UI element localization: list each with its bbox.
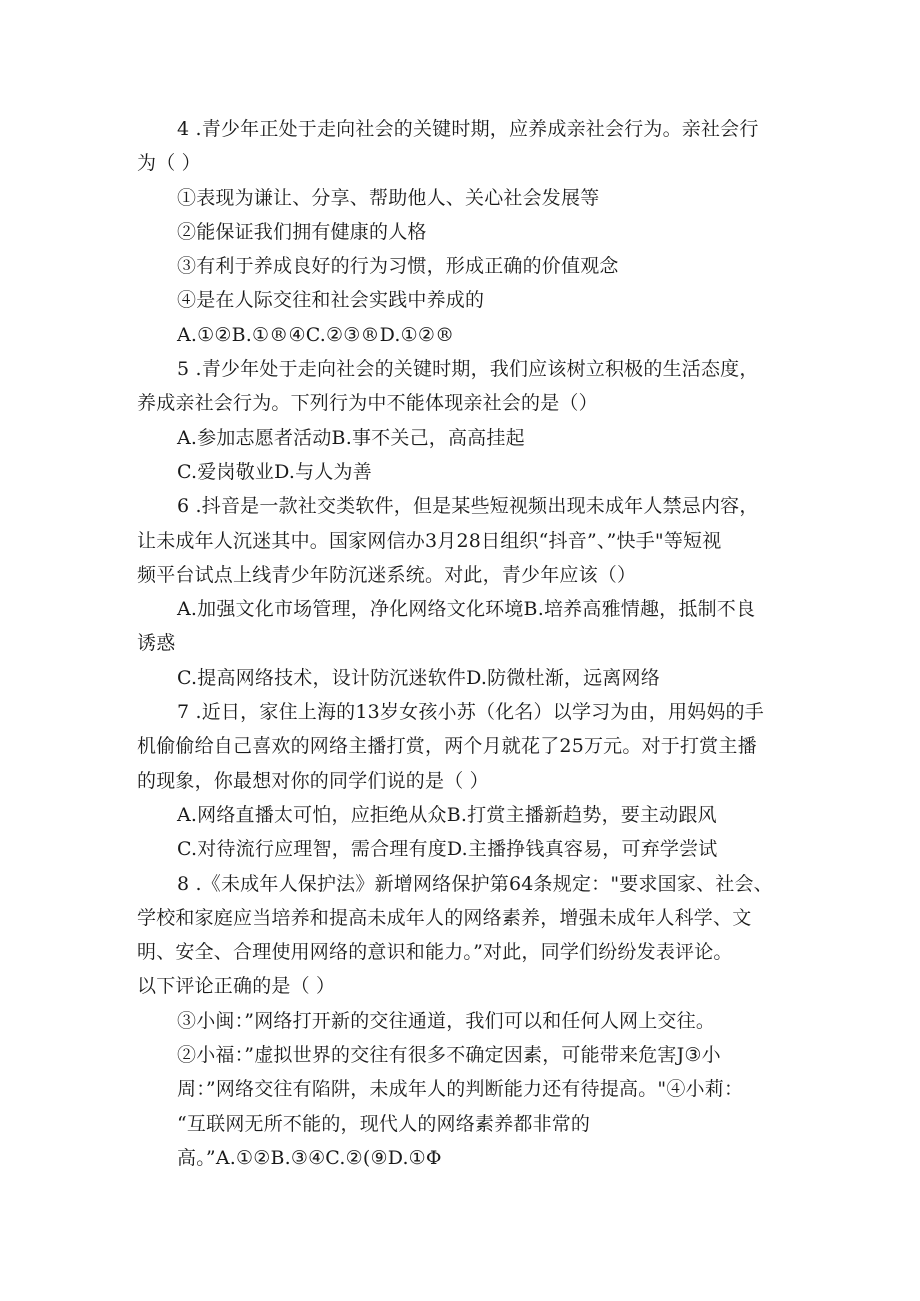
text-line: ④是在人际交往和社会实践中养成的 (177, 289, 485, 312)
text-line: ②能保证我们拥有健康的人格 (177, 220, 427, 243)
text-line: 为（ ） (137, 152, 201, 175)
text-line: 高。”A.①②B.③④C.②(⑨D.①Φ (177, 1146, 442, 1169)
text-line: 诱惑 (137, 632, 176, 655)
text-line: 8 .《未成年人保护法》新增网络保护第64条规定："要求国家、社会、 (177, 872, 773, 895)
text-line: C.提高网络技术，设计防沉迷软件D.防微杜渐，远离网络 (177, 666, 660, 689)
text-line: 6 .抖音是一款社交类软件，但是某些短视频出现未成年人禁忌内容， (177, 495, 759, 518)
text-line: ①表现为谦让、分享、帮助他人、关心社会发展等 (177, 186, 600, 209)
text-line: “互联网无所不能的，现代人的网络素养都非常的 (177, 1112, 591, 1135)
text-line: 学校和家庭应当培养和提高未成年人的网络素养，增强未成年人科学、文 (137, 906, 752, 929)
text-line: 让未成年人沉迷其中。国家网信办3月28日组织“抖音”、”快手"等短视 (137, 529, 722, 552)
text-line: 明、安全、合理使用网络的意识和能力。”对此，同学们纷纷发表评论。 (137, 941, 733, 964)
text-line: ③小闽：”网络打开新的交往通道，我们可以和任何人网上交往。 (177, 1009, 716, 1032)
text-line: A.参加志愿者活动B.事不关己，高高挂起 (177, 426, 525, 449)
text-line: 养成亲社会行为。下列行为中不能体现亲社会的是（） (137, 392, 598, 415)
text-line: 7 .近日，家住上海的13岁女孩小苏（化名）以学习为由，用妈妈的手 (177, 701, 764, 724)
text-line: 以下评论正确的是（ ） (137, 975, 336, 998)
text-line: 的现象，你最想对你的同学们说的是（ ） (137, 769, 489, 792)
text-line: C.对待流行应理智，需合理有度D.主播挣钱真容易，可弃学尝试 (177, 838, 718, 861)
text-line: 周：”网络交往有陷阱，未成年人的判断能力还有待提高。"④小莉： (177, 1078, 744, 1101)
text-line: A.①②B.①®④C.②③®D.①②® (177, 323, 455, 346)
text-line: 5 .青少年处于走向社会的关键时期，我们应该树立积极的生活态度， (177, 358, 759, 381)
text-line: C.爱岗敬业D.与人为善 (177, 460, 372, 483)
text-line: ③有利于养成良好的行为习惯，形成正确的价值观念 (177, 255, 619, 278)
text-line: ②小福：”虚拟世界的交往有很多不确定因素，可能带来危害J③小 (177, 1044, 721, 1067)
text-line: A.网络直播太可怕，应拒绝从众B.打赏主播新趋势，要主动跟风 (177, 803, 717, 826)
text-line: 机偷偷给自己喜欢的网络主播打赏，两个月就花了25万元。对于打赏主播 (137, 735, 757, 758)
text-line: 4 .青少年正处于走向社会的关键时期，应养成亲社会行为。亲社会行 (177, 118, 759, 140)
text-line: 频平台试点上线青少年防沉迷系统。对此，青少年应该（） (137, 563, 637, 586)
document-page (137, 112, 787, 1175)
text-line: A.加强文化市场管理，净化网络文化环境B.培养高雅情趣，抵制不良 (177, 598, 756, 621)
